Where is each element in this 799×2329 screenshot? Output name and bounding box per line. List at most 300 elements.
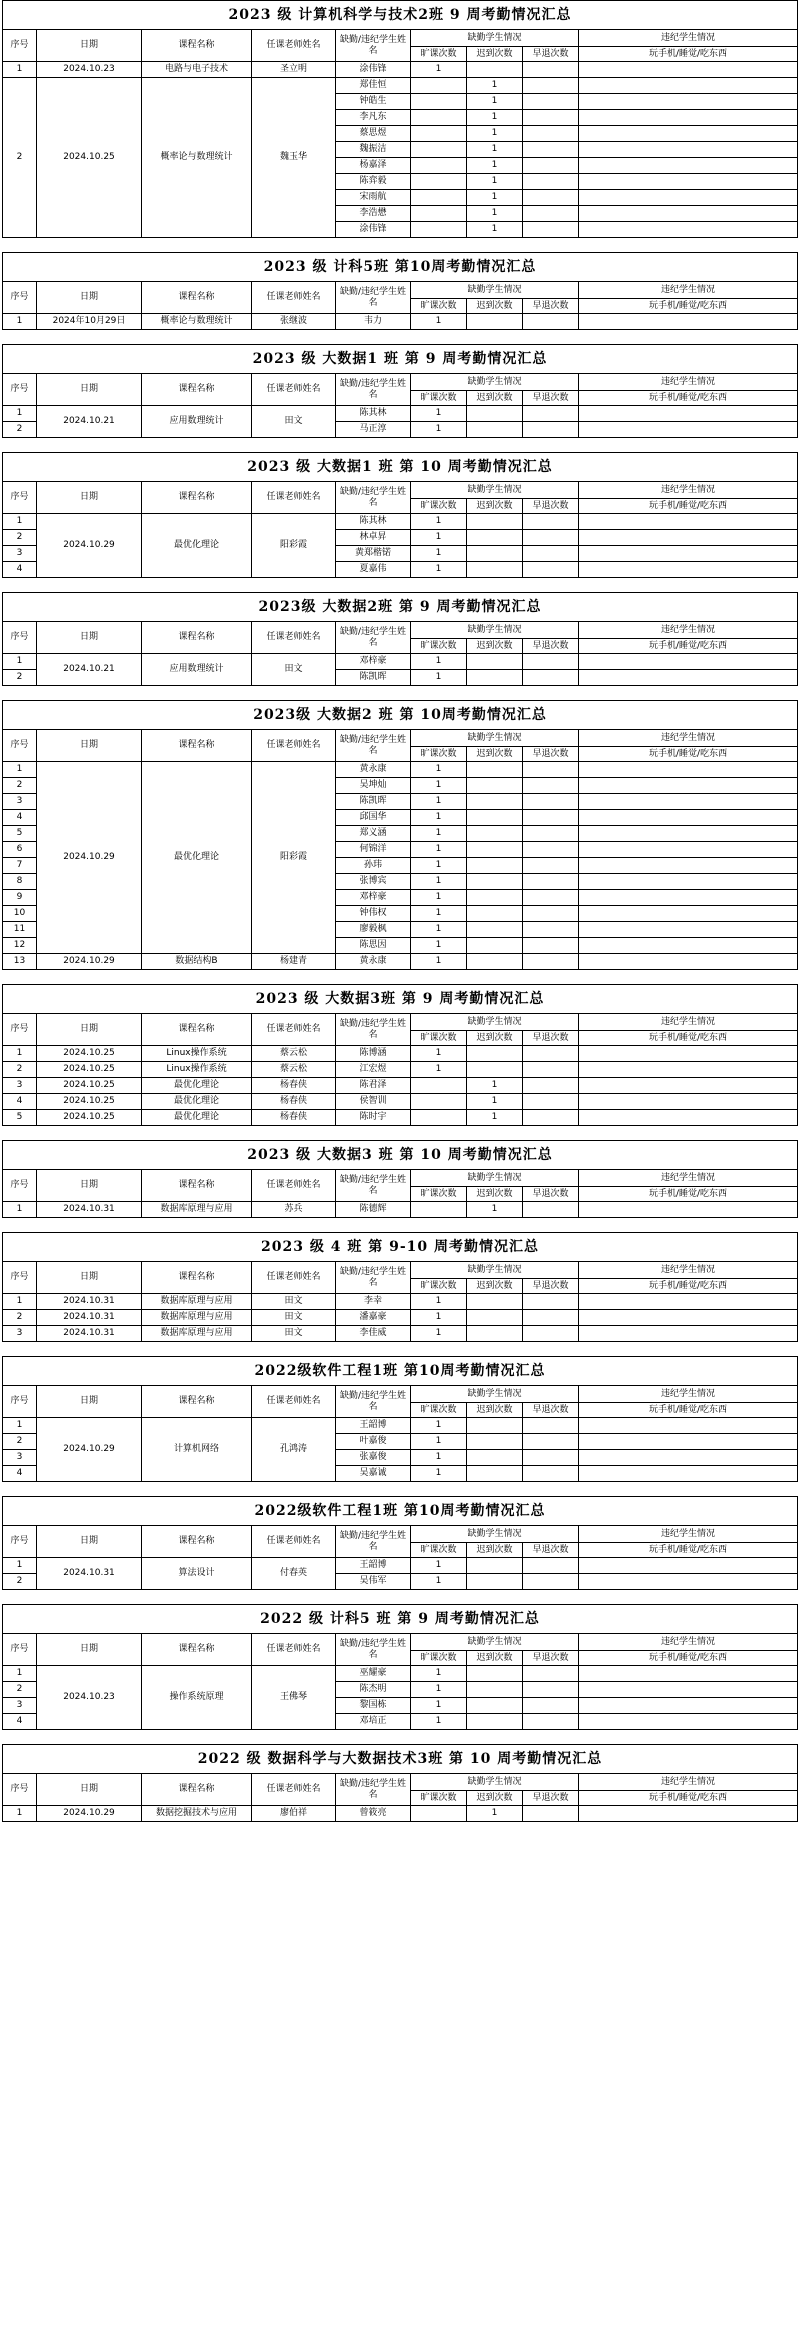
cell-early (523, 1698, 579, 1714)
cell-student: 陈君泽 (336, 1078, 411, 1094)
cell-course: 计算机网络 (142, 1418, 252, 1482)
attendance-table (2, 0, 798, 238)
cell-seq: 6 (3, 842, 37, 858)
cell-late: 1 (467, 174, 523, 190)
cell-date: 2024.10.29 (37, 762, 142, 954)
cell-truant (411, 126, 467, 142)
cell-date: 2024.10.29 (37, 514, 142, 578)
header-absence-group: 缺勤学生情况 (411, 374, 579, 391)
cell-truant: 1 (411, 1294, 467, 1310)
cell-early (523, 422, 579, 438)
cell-late: 1 (467, 1110, 523, 1126)
header-student: 缺勤/违纪学生姓名 (336, 374, 411, 406)
cell-teacher: 阳彩霞 (252, 762, 336, 954)
cell-course: 最优化理论 (142, 1094, 252, 1110)
cell-seq: 4 (3, 1094, 37, 1110)
cell-truant: 1 (411, 762, 467, 778)
section-title: 2023级 大数据2 班 第 10周考勤情况汇总 (3, 701, 798, 730)
header-early: 早退次数 (523, 1279, 579, 1294)
cell-student: 邓培正 (336, 1714, 411, 1730)
cell-date: 2024.10.25 (37, 1078, 142, 1094)
cell-truant: 1 (411, 1326, 467, 1342)
cell-seq: 3 (3, 1078, 37, 1094)
cell-student: 江宏煜 (336, 1062, 411, 1078)
cell-late (467, 1558, 523, 1574)
cell-course: 操作系统原理 (142, 1666, 252, 1730)
cell-seq: 1 (3, 62, 37, 78)
header-date: 日期 (37, 622, 142, 654)
table-row (3, 1806, 798, 1822)
header-late: 迟到次数 (467, 1279, 523, 1294)
cell-student: 陈弈毅 (336, 174, 411, 190)
header-absence-group: 缺勤学生情况 (411, 622, 579, 639)
cell-seq: 11 (3, 922, 37, 938)
cell-truant: 1 (411, 778, 467, 794)
header-phone: 玩手机/睡觉/吃东西 (579, 1279, 798, 1294)
cell-course: 算法设计 (142, 1558, 252, 1590)
cell-seq: 2 (3, 1310, 37, 1326)
cell-late (467, 562, 523, 578)
header-truant: 旷课次数 (411, 1791, 467, 1806)
cell-seq: 1 (3, 1806, 37, 1822)
header-course: 课程名称 (142, 1014, 252, 1046)
cell-late: 1 (467, 110, 523, 126)
cell-phone (579, 110, 798, 126)
cell-early (523, 1682, 579, 1698)
table-row (3, 1078, 798, 1094)
cell-teacher: 廖伯祥 (252, 1806, 336, 1822)
header-phone: 玩手机/睡觉/吃东西 (579, 47, 798, 62)
header-absence-group: 缺勤学生情况 (411, 482, 579, 499)
attendance-section (2, 984, 797, 1126)
cell-phone (579, 1574, 798, 1590)
cell-truant: 1 (411, 670, 467, 686)
cell-truant: 1 (411, 954, 467, 970)
cell-early (523, 1202, 579, 1218)
header-teacher: 任课老师姓名 (252, 282, 336, 314)
attendance-section (2, 452, 797, 578)
cell-late (467, 890, 523, 906)
header-row (3, 1014, 798, 1031)
cell-early (523, 1110, 579, 1126)
cell-seq: 5 (3, 826, 37, 842)
cell-seq: 2 (3, 1574, 37, 1590)
attendance-section (2, 344, 797, 438)
cell-late (467, 794, 523, 810)
header-course: 课程名称 (142, 30, 252, 62)
cell-student: 陈杰明 (336, 1682, 411, 1698)
header-seq: 序号 (3, 482, 37, 514)
cell-late (467, 546, 523, 562)
cell-late (467, 530, 523, 546)
cell-phone (579, 190, 798, 206)
cell-student: 涂伟锋 (336, 222, 411, 238)
cell-early (523, 874, 579, 890)
cell-student: 夏嘉伟 (336, 562, 411, 578)
cell-student: 钟皓生 (336, 94, 411, 110)
cell-student: 张嘉俊 (336, 1450, 411, 1466)
cell-teacher: 蔡云松 (252, 1062, 336, 1078)
header-course: 课程名称 (142, 730, 252, 762)
title-row (3, 453, 798, 482)
section-title: 2023 级 计算机科学与技术2班 9 周考勤情况汇总 (3, 1, 798, 30)
cell-student: 何锦洋 (336, 842, 411, 858)
cell-seq: 3 (3, 1450, 37, 1466)
header-truant: 旷课次数 (411, 499, 467, 514)
header-truant: 旷课次数 (411, 391, 467, 406)
cell-student: 李佳威 (336, 1326, 411, 1342)
cell-student: 宋雨航 (336, 190, 411, 206)
cell-student: 李凡东 (336, 110, 411, 126)
cell-date: 2024.10.21 (37, 654, 142, 686)
cell-phone (579, 1202, 798, 1218)
table-row (3, 1418, 798, 1434)
cell-student: 邓梓豪 (336, 654, 411, 670)
cell-student: 魏振洁 (336, 142, 411, 158)
cell-phone (579, 762, 798, 778)
header-discipline-group: 违纪学生情况 (579, 482, 798, 499)
cell-seq: 7 (3, 858, 37, 874)
cell-seq: 1 (3, 314, 37, 330)
cell-seq: 1 (3, 1046, 37, 1062)
section-title: 2023 级 大数据3班 第 9 周考勤情况汇总 (3, 985, 798, 1014)
cell-truant: 1 (411, 1310, 467, 1326)
header-discipline-group: 违纪学生情况 (579, 1526, 798, 1543)
cell-truant: 1 (411, 1062, 467, 1078)
cell-date: 2024.10.25 (37, 1062, 142, 1078)
cell-early (523, 530, 579, 546)
cell-phone (579, 826, 798, 842)
cell-course: 应用数理统计 (142, 406, 252, 438)
cell-course: 数据库原理与应用 (142, 1326, 252, 1342)
header-student: 缺勤/违纪学生姓名 (336, 1526, 411, 1558)
cell-late: 1 (467, 1806, 523, 1822)
cell-phone (579, 94, 798, 110)
cell-early (523, 1434, 579, 1450)
cell-early (523, 1062, 579, 1078)
cell-early (523, 654, 579, 670)
cell-course: 应用数理统计 (142, 654, 252, 686)
header-teacher: 任课老师姓名 (252, 1262, 336, 1294)
cell-teacher: 田文 (252, 406, 336, 438)
cell-truant: 1 (411, 1698, 467, 1714)
cell-late (467, 1294, 523, 1310)
cell-date: 2024年10月29日 (37, 314, 142, 330)
header-phone: 玩手机/睡觉/吃东西 (579, 639, 798, 654)
cell-teacher: 杨春侠 (252, 1094, 336, 1110)
header-student: 缺勤/违纪学生姓名 (336, 30, 411, 62)
cell-seq: 3 (3, 1698, 37, 1714)
cell-student: 陈凯晖 (336, 670, 411, 686)
cell-late (467, 406, 523, 422)
cell-early (523, 1078, 579, 1094)
header-course: 课程名称 (142, 1526, 252, 1558)
cell-seq: 2 (3, 1434, 37, 1450)
cell-late (467, 1326, 523, 1342)
header-late: 迟到次数 (467, 747, 523, 762)
header-truant: 旷课次数 (411, 1403, 467, 1418)
cell-early (523, 110, 579, 126)
header-row (3, 482, 798, 499)
cell-truant: 1 (411, 530, 467, 546)
cell-teacher: 田文 (252, 1326, 336, 1342)
cell-late (467, 1574, 523, 1590)
header-phone: 玩手机/睡觉/吃东西 (579, 1187, 798, 1202)
table-row (3, 1558, 798, 1574)
cell-truant: 1 (411, 922, 467, 938)
cell-date: 2024.10.23 (37, 62, 142, 78)
header-seq: 序号 (3, 1170, 37, 1202)
cell-course: 概率论与数理统计 (142, 314, 252, 330)
cell-student: 郑佳恒 (336, 78, 411, 94)
cell-truant: 1 (411, 874, 467, 890)
cell-phone (579, 406, 798, 422)
table-row (3, 1294, 798, 1310)
attendance-table (2, 252, 798, 330)
attendance-section (2, 1496, 797, 1590)
header-seq: 序号 (3, 374, 37, 406)
cell-early (523, 142, 579, 158)
attendance-table (2, 1140, 798, 1218)
cell-late: 1 (467, 158, 523, 174)
cell-truant: 1 (411, 1574, 467, 1590)
cell-truant (411, 142, 467, 158)
cell-student: 曾筱亮 (336, 1806, 411, 1822)
cell-seq: 1 (3, 762, 37, 778)
header-row (3, 374, 798, 391)
cell-truant (411, 1202, 467, 1218)
cell-student: 韦力 (336, 314, 411, 330)
cell-early (523, 1558, 579, 1574)
table-row (3, 78, 798, 94)
cell-date: 2024.10.31 (37, 1326, 142, 1342)
header-date: 日期 (37, 1014, 142, 1046)
cell-course: 数据挖掘技术与应用 (142, 1806, 252, 1822)
header-early: 早退次数 (523, 299, 579, 314)
header-truant: 旷课次数 (411, 47, 467, 62)
cell-date: 2024.10.29 (37, 954, 142, 970)
cell-early (523, 858, 579, 874)
header-late: 迟到次数 (467, 499, 523, 514)
cell-seq: 1 (3, 1202, 37, 1218)
header-course: 课程名称 (142, 482, 252, 514)
cell-phone (579, 1558, 798, 1574)
cell-early (523, 158, 579, 174)
header-student: 缺勤/违纪学生姓名 (336, 1634, 411, 1666)
header-seq: 序号 (3, 282, 37, 314)
header-late: 迟到次数 (467, 1543, 523, 1558)
cell-teacher: 杨春侠 (252, 1110, 336, 1126)
header-date: 日期 (37, 1526, 142, 1558)
header-truant: 旷课次数 (411, 1651, 467, 1666)
cell-teacher: 张继波 (252, 314, 336, 330)
title-row (3, 1, 798, 30)
cell-late (467, 858, 523, 874)
header-course: 课程名称 (142, 1262, 252, 1294)
header-absence-group: 缺勤学生情况 (411, 730, 579, 747)
cell-truant (411, 1806, 467, 1822)
cell-date: 2024.10.31 (37, 1310, 142, 1326)
table-row (3, 1062, 798, 1078)
header-late: 迟到次数 (467, 1651, 523, 1666)
header-student: 缺勤/违纪学生姓名 (336, 1170, 411, 1202)
header-late: 迟到次数 (467, 299, 523, 314)
header-absence-group: 缺勤学生情况 (411, 1386, 579, 1403)
header-teacher: 任课老师姓名 (252, 1774, 336, 1806)
cell-early (523, 1466, 579, 1482)
cell-early (523, 1806, 579, 1822)
cell-truant: 1 (411, 1466, 467, 1482)
header-date: 日期 (37, 30, 142, 62)
cell-student: 黄永康 (336, 954, 411, 970)
cell-truant (411, 158, 467, 174)
header-date: 日期 (37, 730, 142, 762)
cell-phone (579, 906, 798, 922)
cell-phone (579, 126, 798, 142)
header-phone: 玩手机/睡觉/吃东西 (579, 1791, 798, 1806)
cell-phone (579, 1450, 798, 1466)
cell-seq: 13 (3, 954, 37, 970)
cell-early (523, 1094, 579, 1110)
cell-late: 1 (467, 126, 523, 142)
cell-student: 陈凯晖 (336, 794, 411, 810)
header-seq: 序号 (3, 30, 37, 62)
cell-student: 张博宾 (336, 874, 411, 890)
header-student: 缺勤/违纪学生姓名 (336, 282, 411, 314)
cell-truant: 1 (411, 314, 467, 330)
header-teacher: 任课老师姓名 (252, 374, 336, 406)
header-late: 迟到次数 (467, 639, 523, 654)
header-row (3, 1526, 798, 1543)
cell-teacher: 蔡云松 (252, 1046, 336, 1062)
cell-truant (411, 1078, 467, 1094)
cell-student: 吴坤灿 (336, 778, 411, 794)
cell-phone (579, 422, 798, 438)
cell-late (467, 1310, 523, 1326)
header-truant: 旷课次数 (411, 299, 467, 314)
attendance-section (2, 700, 797, 970)
cell-late (467, 62, 523, 78)
table-row (3, 406, 798, 422)
cell-early (523, 842, 579, 858)
header-row (3, 1262, 798, 1279)
cell-truant (411, 190, 467, 206)
cell-phone (579, 1094, 798, 1110)
cell-truant (411, 174, 467, 190)
header-discipline-group: 违纪学生情况 (579, 30, 798, 47)
attendance-table (2, 592, 798, 686)
table-row (3, 514, 798, 530)
header-early: 早退次数 (523, 639, 579, 654)
cell-teacher: 田文 (252, 1310, 336, 1326)
cell-date: 2024.10.25 (37, 1094, 142, 1110)
cell-late (467, 938, 523, 954)
cell-course: 数据库原理与应用 (142, 1310, 252, 1326)
cell-late (467, 922, 523, 938)
cell-seq: 2 (3, 78, 37, 238)
header-early: 早退次数 (523, 747, 579, 762)
header-discipline-group: 违纪学生情况 (579, 1634, 798, 1651)
cell-course: 数据库原理与应用 (142, 1294, 252, 1310)
cell-student: 廖毅枫 (336, 922, 411, 938)
cell-phone (579, 654, 798, 670)
cell-phone (579, 1062, 798, 1078)
cell-late: 1 (467, 206, 523, 222)
header-row (3, 30, 798, 47)
title-row (3, 1233, 798, 1262)
cell-phone (579, 1714, 798, 1730)
attendance-table (2, 1356, 798, 1482)
section-title: 2022级软件工程1班 第10周考勤情况汇总 (3, 1497, 798, 1526)
cell-student: 吴嘉诚 (336, 1466, 411, 1482)
header-absence-group: 缺勤学生情况 (411, 1014, 579, 1031)
table-row (3, 1310, 798, 1326)
cell-phone (579, 78, 798, 94)
cell-course: 最优化理论 (142, 514, 252, 578)
cell-seq: 2 (3, 530, 37, 546)
cell-truant (411, 94, 467, 110)
cell-seq: 4 (3, 562, 37, 578)
cell-truant: 1 (411, 562, 467, 578)
cell-late: 1 (467, 78, 523, 94)
cell-late (467, 906, 523, 922)
title-row (3, 593, 798, 622)
cell-phone (579, 158, 798, 174)
cell-course: Linux操作系统 (142, 1046, 252, 1062)
header-early: 早退次数 (523, 391, 579, 406)
cell-truant: 1 (411, 794, 467, 810)
cell-truant (411, 110, 467, 126)
header-teacher: 任课老师姓名 (252, 1634, 336, 1666)
cell-early (523, 922, 579, 938)
cell-teacher: 王佛琴 (252, 1666, 336, 1730)
header-date: 日期 (37, 1262, 142, 1294)
attendance-section (2, 1744, 797, 1822)
cell-seq: 8 (3, 874, 37, 890)
header-discipline-group: 违纪学生情况 (579, 1014, 798, 1031)
cell-late: 1 (467, 142, 523, 158)
cell-truant (411, 206, 467, 222)
attendance-table (2, 1232, 798, 1342)
header-early: 早退次数 (523, 1031, 579, 1046)
cell-teacher: 田文 (252, 1294, 336, 1310)
title-row (3, 1141, 798, 1170)
cell-late (467, 778, 523, 794)
header-discipline-group: 违纪学生情况 (579, 1386, 798, 1403)
header-row (3, 1170, 798, 1187)
cell-early (523, 190, 579, 206)
attendance-section (2, 592, 797, 686)
cell-seq: 2 (3, 778, 37, 794)
cell-course: 概率论与数理统计 (142, 78, 252, 238)
attendance-table (2, 984, 798, 1126)
cell-late (467, 954, 523, 970)
cell-early (523, 670, 579, 686)
cell-truant: 1 (411, 654, 467, 670)
cell-seq: 1 (3, 1418, 37, 1434)
cell-truant: 1 (411, 422, 467, 438)
cell-phone (579, 1666, 798, 1682)
header-phone: 玩手机/睡觉/吃东西 (579, 1403, 798, 1418)
cell-early (523, 1326, 579, 1342)
table-row (3, 314, 798, 330)
cell-teacher: 杨建青 (252, 954, 336, 970)
cell-early (523, 890, 579, 906)
table-row (3, 1326, 798, 1342)
cell-seq: 1 (3, 1294, 37, 1310)
cell-truant: 1 (411, 842, 467, 858)
cell-late (467, 1466, 523, 1482)
